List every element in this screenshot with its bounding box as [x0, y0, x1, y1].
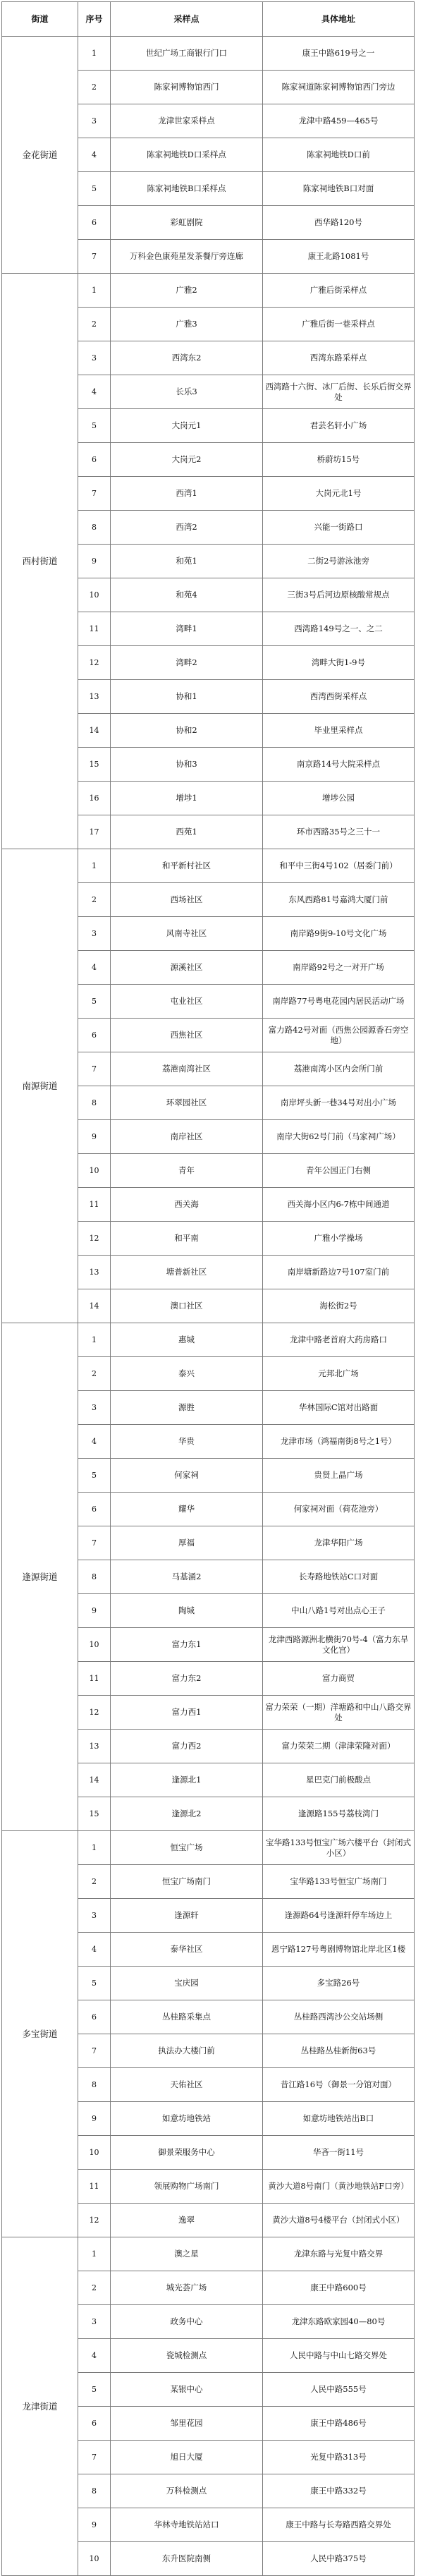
number-cell: 9	[78, 2102, 111, 2136]
number-cell: 8	[78, 1560, 111, 1594]
sampling-point-cell: 源溪社区	[111, 951, 263, 985]
address-cell: 康王中路619号之一	[263, 37, 415, 71]
number-cell: 13	[78, 1730, 111, 1763]
sampling-point-cell: 某银中心	[111, 2373, 263, 2407]
sampling-point-cell: 厚福	[111, 1526, 263, 1560]
number-cell: 7	[78, 1526, 111, 1560]
number-cell: 2	[78, 883, 111, 917]
number-cell: 2	[78, 1357, 111, 1391]
sampling-point-cell: 和平新村社区	[111, 849, 263, 883]
number-cell: 2	[78, 2271, 111, 2305]
number-cell: 8	[78, 2474, 111, 2508]
sampling-point-cell: 增埗1	[111, 782, 263, 815]
address-cell: 富力路42号对面（西焦公园源香石旁空地）	[263, 1019, 415, 1052]
address-cell: 君芸名轩小广场	[263, 409, 415, 443]
address-cell: 西华路120号	[263, 206, 415, 240]
address-cell: 兴能一街路口	[263, 511, 415, 545]
number-cell: 15	[78, 748, 111, 782]
address-cell: 荔港南湾小区内会所门前	[263, 1052, 415, 1086]
number-cell: 17	[78, 815, 111, 849]
address-cell: 广雅后街采样点	[263, 274, 415, 308]
number-cell: 9	[78, 2508, 111, 2542]
number-cell: 4	[78, 1425, 111, 1459]
address-cell: 东风西路81号嘉鸿大厦门前	[263, 883, 415, 917]
number-cell: 8	[78, 1086, 111, 1120]
sampling-point-cell: 执法办大楼门前	[111, 2034, 263, 2068]
address-cell: 华林国际C馆对出路面	[263, 1391, 415, 1425]
sampling-point-cell: 逸翠	[111, 2204, 263, 2237]
address-cell: 陈家祠道陈家祠博物馆西门旁边	[263, 71, 415, 104]
address-cell: 富力荣荣（一期）洋塘路和中山八路交界处	[263, 1696, 415, 1730]
number-cell: 1	[78, 1831, 111, 1865]
address-cell: 龙津中路459—465号	[263, 104, 415, 138]
number-cell: 3	[78, 104, 111, 138]
sampling-point-cell: 万科检测点	[111, 2474, 263, 2508]
sampling-point-cell: 陈家祠博物馆西门	[111, 71, 263, 104]
sampling-point-cell: 长乐3	[111, 375, 263, 409]
address-cell: 恩宁路127号粤剧博物馆北岸北区1楼	[263, 1933, 415, 1967]
address-cell: 南岸路77号粤电花园内居民活动广场	[263, 985, 415, 1019]
sampling-point-cell: 富力西2	[111, 1730, 263, 1763]
sampling-point-cell: 逢源轩	[111, 1899, 263, 1933]
number-cell: 9	[78, 1120, 111, 1154]
sampling-point-cell: 万科金色康苑星发茶餐厅旁连廊	[111, 240, 263, 274]
header-address: 具体地址	[263, 2, 415, 37]
address-cell: 康王中路与长寿路西路交界处	[263, 2508, 415, 2542]
header-sampling-point: 采样点	[111, 2, 263, 37]
sampling-point-cell: 恒宝广场	[111, 1831, 263, 1865]
number-cell: 1	[78, 1323, 111, 1357]
header-district: 街道	[2, 2, 78, 37]
sampling-point-cell: 西关海	[111, 1188, 263, 1222]
sampling-point-cell: 邹里花园	[111, 2407, 263, 2441]
sampling-point-cell: 富力西1	[111, 1696, 263, 1730]
sampling-point-cell: 西苑1	[111, 815, 263, 849]
number-cell: 13	[78, 680, 111, 714]
number-cell: 7	[78, 2441, 111, 2474]
number-cell: 11	[78, 612, 111, 646]
number-cell: 1	[78, 2237, 111, 2271]
number-cell: 3	[78, 2305, 111, 2339]
number-cell: 6	[78, 2407, 111, 2441]
address-cell: 康王中路600号	[263, 2271, 415, 2305]
sampling-point-cell: 马基涌2	[111, 1560, 263, 1594]
number-cell: 10	[78, 2542, 111, 2576]
number-cell: 13	[78, 1256, 111, 1289]
address-cell: 二街2号游泳池旁	[263, 545, 415, 578]
address-cell: 多宝路26号	[263, 1967, 415, 2000]
address-cell: 青年公园正门右侧	[263, 1154, 415, 1188]
address-cell: 广雅小学操场	[263, 1222, 415, 1256]
number-cell: 4	[78, 138, 111, 172]
number-cell: 2	[78, 1865, 111, 1899]
address-cell: 毕业里采样点	[263, 714, 415, 748]
address-cell: 华吝一街11号	[263, 2136, 415, 2170]
sampling-point-cell: 和苑4	[111, 578, 263, 612]
address-cell: 龙津中路老首府大药房路口	[263, 1323, 415, 1357]
address-cell: 贵贤上晶广场	[263, 1459, 415, 1493]
table-row	[2, 2237, 415, 2271]
district-name-cell: 龙津街道	[2, 2237, 78, 2576]
address-cell: 人民中路与中山七路交界处	[263, 2339, 415, 2373]
address-cell: 丛桂路丛桂新街63号	[263, 2034, 415, 2068]
sampling-point-cell: 屯业社区	[111, 985, 263, 1019]
sampling-point-cell: 源胜	[111, 1391, 263, 1425]
number-cell: 3	[78, 341, 111, 375]
table-row	[2, 1831, 415, 1865]
sampling-point-cell: 西湾1	[111, 477, 263, 511]
sampling-point-cell: 和平南	[111, 1222, 263, 1256]
sampling-point-cell: 何家祠	[111, 1459, 263, 1493]
number-cell: 7	[78, 2034, 111, 2068]
number-cell: 10	[78, 1154, 111, 1188]
sampling-point-cell: 丛桂路采集点	[111, 2000, 263, 2034]
address-cell: 人民中路375号	[263, 2542, 415, 2576]
number-cell: 7	[78, 477, 111, 511]
number-cell: 8	[78, 511, 111, 545]
number-cell: 14	[78, 1763, 111, 1797]
sampling-point-cell: 旭日大厦	[111, 2441, 263, 2474]
number-cell: 6	[78, 1019, 111, 1052]
address-cell: 昔江路16号（御景一分馆对面）	[263, 2068, 415, 2102]
address-cell: 龙津东路欧家园40—80号	[263, 2305, 415, 2339]
sampling-point-cell: 富力东1	[111, 1628, 263, 1662]
district-name-cell: 逢源街道	[2, 1323, 78, 1831]
number-cell: 6	[78, 1493, 111, 1526]
header-number: 序号	[78, 2, 111, 37]
number-cell: 10	[78, 2136, 111, 2170]
address-cell: 元邦北广场	[263, 1357, 415, 1391]
address-cell: 南京路14号大院采样点	[263, 748, 415, 782]
address-cell: 何家祠对面（荷花池旁）	[263, 1493, 415, 1526]
number-cell: 9	[78, 545, 111, 578]
table-row	[2, 37, 415, 71]
address-cell: 富力商贸	[263, 1662, 415, 1696]
number-cell: 6	[78, 443, 111, 477]
number-cell: 12	[78, 1222, 111, 1256]
sampling-points-table	[1, 1, 415, 2576]
number-cell: 4	[78, 951, 111, 985]
sampling-point-cell: 陈家祠地铁B口采样点	[111, 172, 263, 206]
sampling-point-cell: 世纪广场工商银行门口	[111, 37, 263, 71]
sampling-point-cell: 西湾东2	[111, 341, 263, 375]
address-cell: 龙津华阳广场	[263, 1526, 415, 1560]
address-cell: 广雅后街一巷采样点	[263, 308, 415, 341]
sampling-point-cell: 协和2	[111, 714, 263, 748]
sampling-point-cell: 湾畔1	[111, 612, 263, 646]
sampling-point-cell: 澳之星	[111, 2237, 263, 2271]
number-cell: 12	[78, 2204, 111, 2237]
address-cell: 西关海小区内6-7栋中间通道	[263, 1188, 415, 1222]
address-cell: 丛桂路西湾沙公交站场侧	[263, 2000, 415, 2034]
address-cell: 西湾西街采样点	[263, 680, 415, 714]
sampling-point-cell: 如意坊地铁站	[111, 2102, 263, 2136]
number-cell: 6	[78, 206, 111, 240]
sampling-point-cell: 西湾2	[111, 511, 263, 545]
sampling-point-cell: 广雅2	[111, 274, 263, 308]
number-cell: 5	[78, 985, 111, 1019]
address-cell: 西湾路149号之一、之二	[263, 612, 415, 646]
sampling-point-cell: 耀华	[111, 1493, 263, 1526]
number-cell: 3	[78, 917, 111, 951]
address-cell: 龙津市场（鸿福南街8号之1号）	[263, 1425, 415, 1459]
sampling-point-cell: 西场社区	[111, 883, 263, 917]
number-cell: 11	[78, 2170, 111, 2204]
number-cell: 9	[78, 1594, 111, 1628]
district-name-cell: 南源街道	[2, 849, 78, 1323]
sampling-point-cell: 陶城	[111, 1594, 263, 1628]
number-cell: 2	[78, 71, 111, 104]
sampling-point-cell: 青年	[111, 1154, 263, 1188]
district-name-cell: 西村街道	[2, 274, 78, 849]
sampling-point-cell: 惠城	[111, 1323, 263, 1357]
sampling-point-cell: 华贵	[111, 1425, 263, 1459]
number-cell: 2	[78, 308, 111, 341]
address-cell: 黄沙大道8号4楼平台（封闭式小区）	[263, 2204, 415, 2237]
sampling-point-cell: 彩虹剧院	[111, 206, 263, 240]
number-cell: 7	[78, 1052, 111, 1086]
address-cell: 康王中路486号	[263, 2407, 415, 2441]
number-cell: 5	[78, 409, 111, 443]
number-cell: 14	[78, 1289, 111, 1323]
sampling-point-cell: 富力东2	[111, 1662, 263, 1696]
sampling-points-document	[0, 1, 423, 2563]
sampling-point-cell: 环翠园社区	[111, 1086, 263, 1120]
sampling-point-cell: 逢源北1	[111, 1763, 263, 1797]
sampling-point-cell: 瓷城检测点	[111, 2339, 263, 2373]
address-cell: 桥蔚坊15号	[263, 443, 415, 477]
sampling-point-cell: 协和3	[111, 748, 263, 782]
address-cell: 和平中三街4号102（居委门前）	[263, 849, 415, 883]
sampling-point-cell: 泰华社区	[111, 1933, 263, 1967]
address-cell: 南岸路92号之一对开广场	[263, 951, 415, 985]
number-cell: 1	[78, 274, 111, 308]
address-cell: 逢源路64号逢源轩停车场边上	[263, 1899, 415, 1933]
sampling-point-cell: 政务中心	[111, 2305, 263, 2339]
address-cell: 长寿路地铁站C口对面	[263, 1560, 415, 1594]
address-cell: 康王中路332号	[263, 2474, 415, 2508]
number-cell: 12	[78, 646, 111, 680]
sampling-point-cell: 大岗元1	[111, 409, 263, 443]
sampling-point-cell: 东升医院南侧	[111, 2542, 263, 2576]
sampling-point-cell: 湾畔2	[111, 646, 263, 680]
address-cell: 南岸坪头新一巷34号对出小广场	[263, 1086, 415, 1120]
address-cell: 康王北路1081号	[263, 240, 415, 274]
number-cell: 5	[78, 2373, 111, 2407]
sampling-point-cell: 陈家祠地铁D口采样点	[111, 138, 263, 172]
number-cell: 5	[78, 1967, 111, 2000]
number-cell: 14	[78, 714, 111, 748]
number-cell: 1	[78, 849, 111, 883]
sampling-point-cell: 领展购物广场南门	[111, 2170, 263, 2204]
address-cell: 增埗公园	[263, 782, 415, 815]
table-row	[2, 1323, 415, 1357]
address-cell: 龙津西路源洲北横街70号-4（富力东旱文化宫）	[263, 1628, 415, 1662]
address-cell: 逢源路155号荔枝湾门	[263, 1797, 415, 1831]
number-cell: 5	[78, 172, 111, 206]
number-cell: 10	[78, 578, 111, 612]
number-cell: 1	[78, 37, 111, 71]
address-cell: 中山八路1号对出点心王子	[263, 1594, 415, 1628]
sampling-point-cell: 宝庆园	[111, 1967, 263, 2000]
sampling-point-cell: 大岗元2	[111, 443, 263, 477]
address-cell: 星巴克门前极酸点	[263, 1763, 415, 1797]
number-cell: 5	[78, 1459, 111, 1493]
address-cell: 黄沙大道8号南门（黄沙地铁站F口旁）	[263, 2170, 415, 2204]
sampling-point-cell: 协和1	[111, 680, 263, 714]
address-cell: 龙津东路与光复中路交界	[263, 2237, 415, 2271]
district-name-cell: 金花街道	[2, 37, 78, 274]
address-cell: 湾畔大街1-9号	[263, 646, 415, 680]
number-cell: 3	[78, 1899, 111, 1933]
number-cell: 4	[78, 1933, 111, 1967]
sampling-point-cell: 泰兴	[111, 1357, 263, 1391]
number-cell: 8	[78, 2068, 111, 2102]
sampling-point-cell: 澳口社区	[111, 1289, 263, 1323]
number-cell: 12	[78, 1696, 111, 1730]
district-name-cell: 多宝街道	[2, 1831, 78, 2237]
number-cell: 3	[78, 1391, 111, 1425]
number-cell: 10	[78, 1628, 111, 1662]
address-cell: 人民中路555号	[263, 2373, 415, 2407]
sampling-point-cell: 龙津世家采样点	[111, 104, 263, 138]
sampling-point-cell: 天佑社区	[111, 2068, 263, 2102]
address-cell: 陈家祠地铁D口前	[263, 138, 415, 172]
address-cell: 南岸大街62号门前（马家祠广场）	[263, 1120, 415, 1154]
sampling-point-cell: 华林寺地铁站站口	[111, 2508, 263, 2542]
address-cell: 宝华路133号恒宝广场六楼平台（封闭式小区）	[263, 1831, 415, 1865]
sampling-point-cell: 御景荣服务中心	[111, 2136, 263, 2170]
sampling-point-cell: 城光荟广场	[111, 2271, 263, 2305]
sampling-point-cell: 和苑1	[111, 545, 263, 578]
address-cell: 西湾东路采样点	[263, 341, 415, 375]
sampling-point-cell: 逢源北2	[111, 1797, 263, 1831]
address-cell: 三街3号后河边原核酸常规点	[263, 578, 415, 612]
sampling-point-cell: 风南寺社区	[111, 917, 263, 951]
address-cell: 光复中路313号	[263, 2441, 415, 2474]
sampling-point-cell: 广雅3	[111, 308, 263, 341]
sampling-point-cell: 南岸社区	[111, 1120, 263, 1154]
address-cell: 南岸塘新路边7号107室门前	[263, 1256, 415, 1289]
address-cell: 海松街2号	[263, 1289, 415, 1323]
number-cell: 15	[78, 1797, 111, 1831]
address-cell: 南岸路9街9-10号文化广场	[263, 917, 415, 951]
number-cell: 16	[78, 782, 111, 815]
table-header-row	[2, 2, 415, 37]
sampling-point-cell: 恒宝广场南门	[111, 1865, 263, 1899]
address-cell: 富力荣荣二期（津津荣隆对面）	[263, 1730, 415, 1763]
table-row	[2, 274, 415, 308]
address-cell: 大岗元北1号	[263, 477, 415, 511]
address-cell: 如意坊地铁站出B口	[263, 2102, 415, 2136]
number-cell: 6	[78, 2000, 111, 2034]
table-row	[2, 849, 415, 883]
number-cell: 11	[78, 1188, 111, 1222]
sampling-point-cell: 西焦社区	[111, 1019, 263, 1052]
address-cell: 西湾路十六街、冰厂后街、长乐后街交界处	[263, 375, 415, 409]
address-cell: 陈家祠地铁B口对面	[263, 172, 415, 206]
sampling-point-cell: 塘普新社区	[111, 1256, 263, 1289]
number-cell: 4	[78, 375, 111, 409]
sampling-point-cell: 荔港南湾社区	[111, 1052, 263, 1086]
number-cell: 4	[78, 2339, 111, 2373]
address-cell: 宝华路133号恒宝广场南门	[263, 1865, 415, 1899]
number-cell: 11	[78, 1662, 111, 1696]
address-cell: 环市西路35号之三十一	[263, 815, 415, 849]
number-cell: 7	[78, 240, 111, 274]
